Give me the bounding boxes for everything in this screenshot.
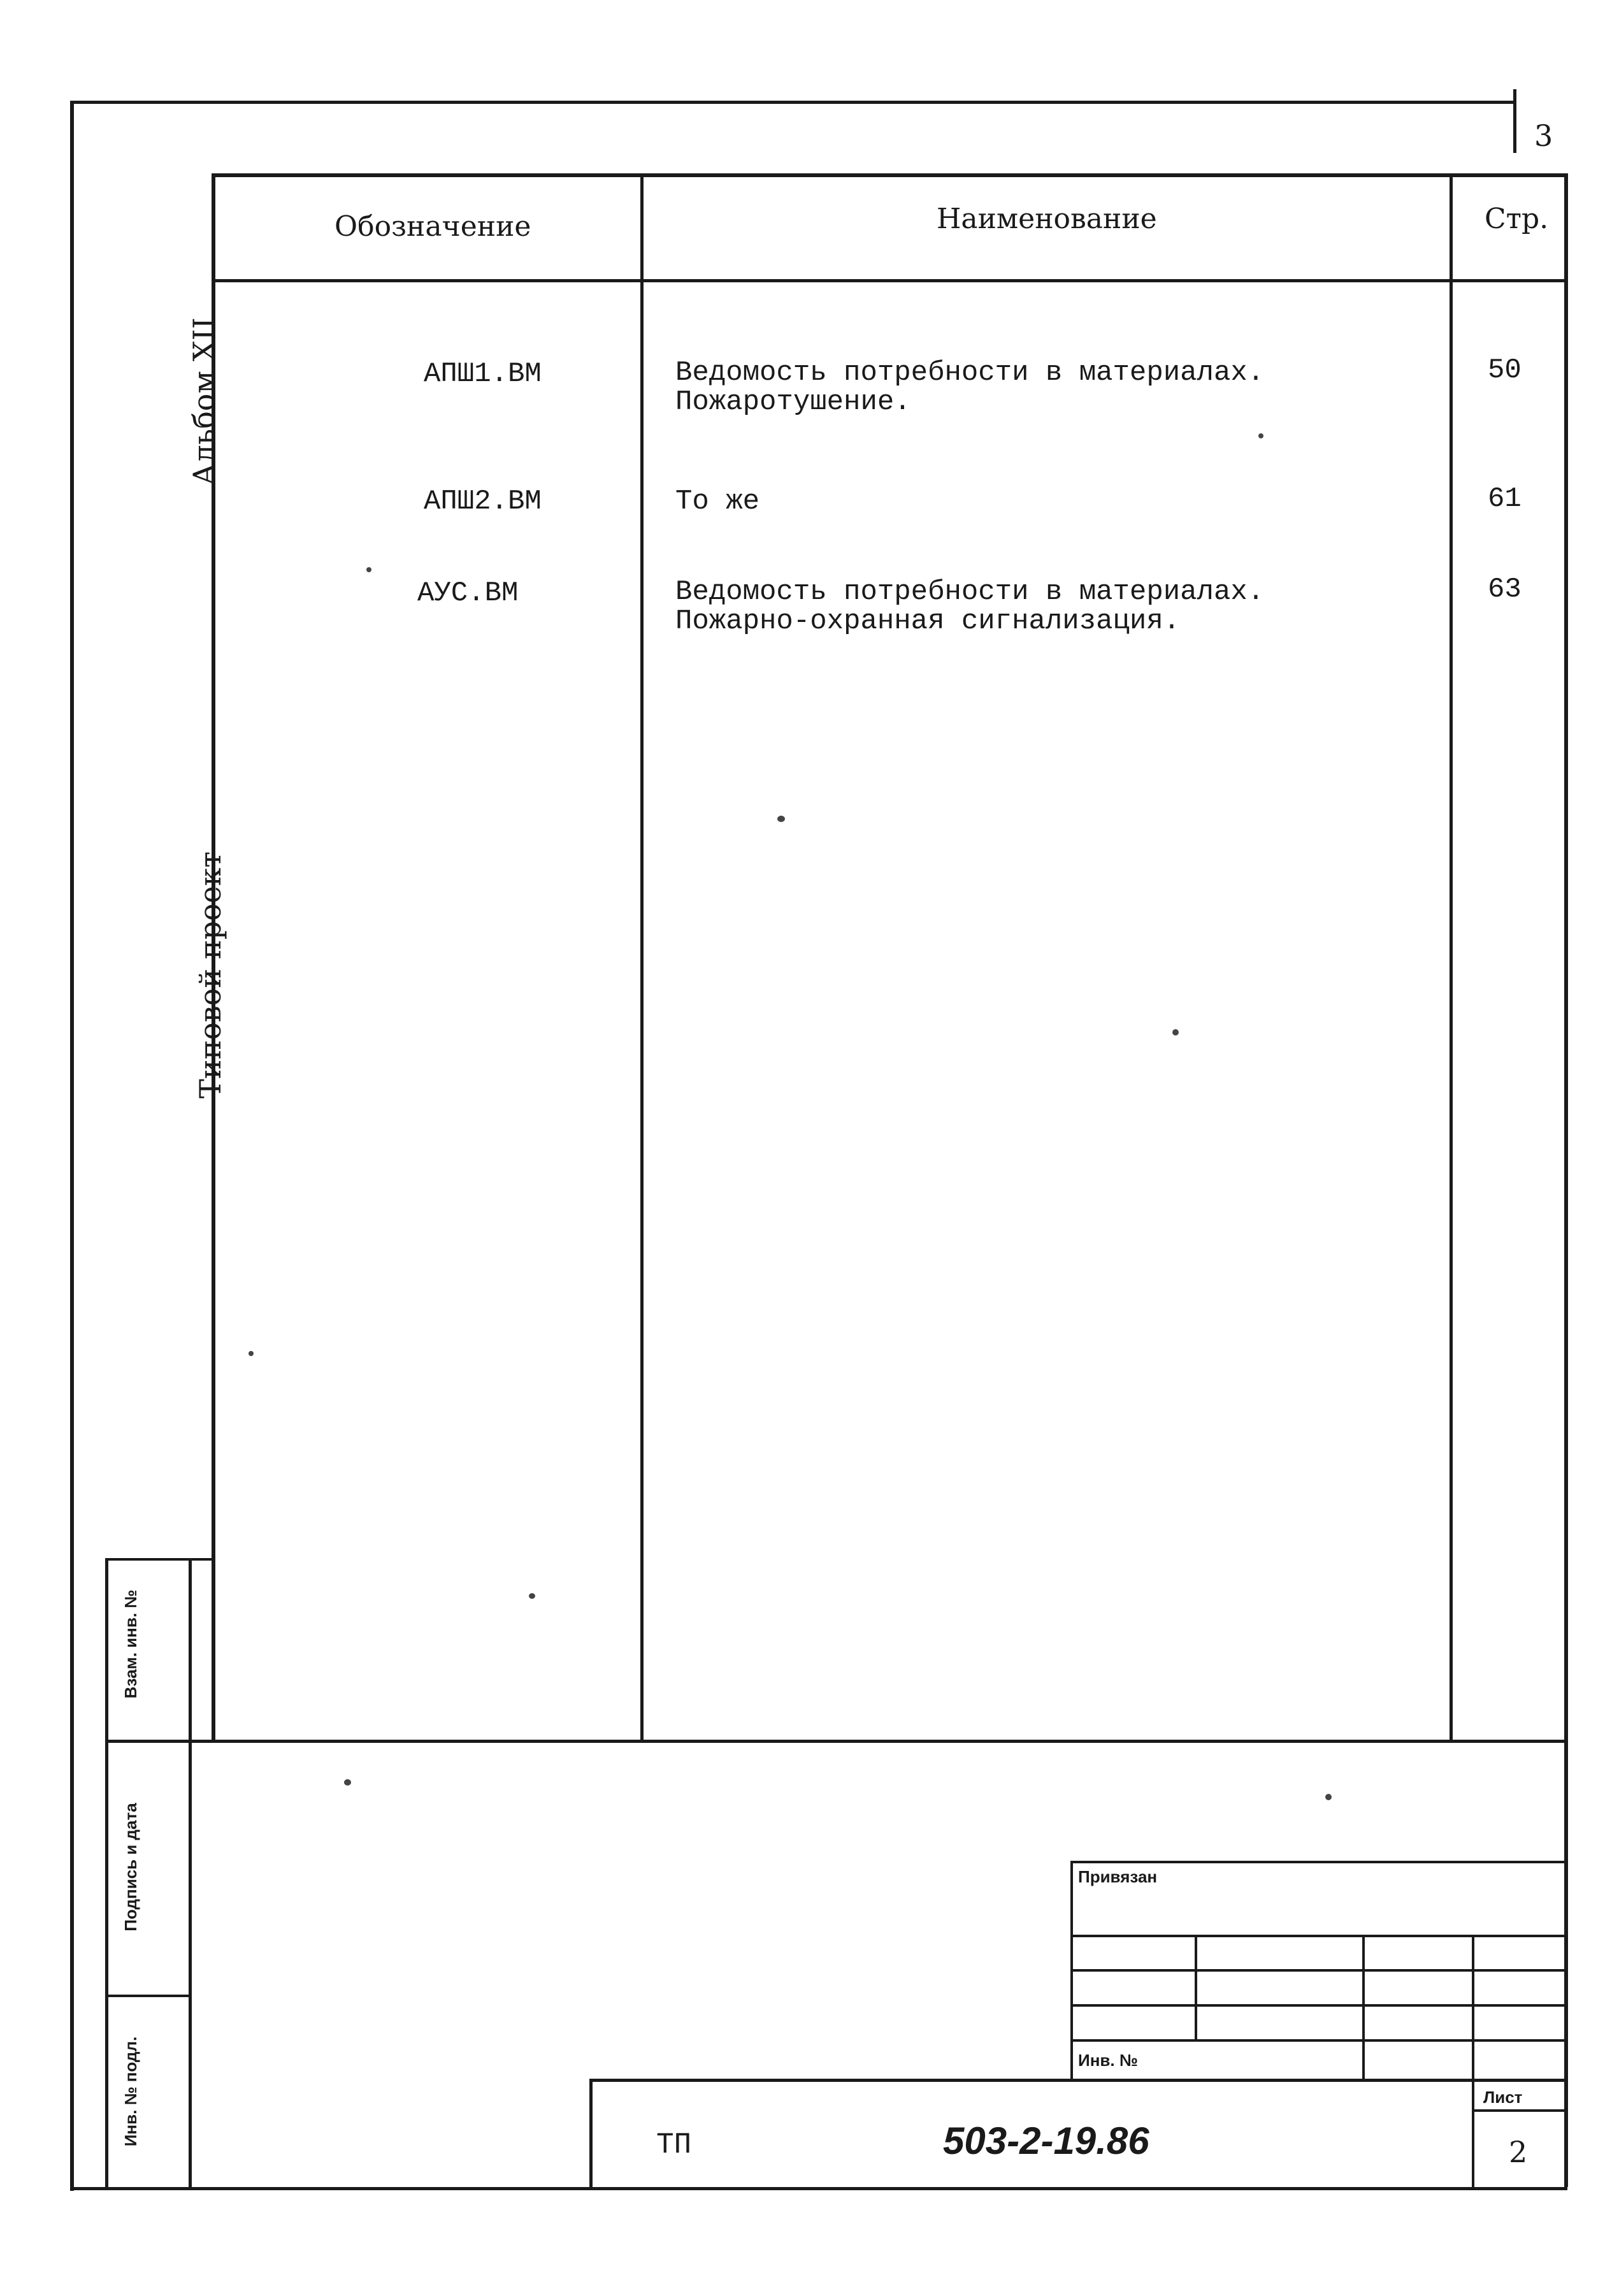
tb-row-line4	[1070, 2039, 1567, 2042]
row2-name-line1: То же	[675, 486, 760, 517]
stamp-col-left-line	[105, 1558, 108, 2189]
scan-speck	[1172, 1029, 1179, 1036]
project-label: Типовой проект	[193, 851, 227, 1099]
tb-top-line	[1070, 1861, 1567, 1863]
frame-bottom-line	[70, 2187, 1567, 2190]
scan-speck	[1258, 433, 1263, 438]
frame-top-line	[70, 101, 1513, 104]
scan-speck	[248, 1351, 254, 1356]
scan-speck	[344, 1779, 351, 1786]
frame-top-right-tick	[1513, 89, 1516, 153]
inv-no-label: Инв. №	[1078, 2051, 1138, 2070]
sheet-number: 2	[1509, 2135, 1528, 2169]
podpis-data-cell: Подпись и дата	[121, 1803, 140, 1931]
frame-left-line	[70, 101, 74, 2191]
inv-podl-cell: Инв. № подл.	[121, 2036, 140, 2147]
header-name: Наименование	[937, 203, 1157, 235]
album-label: Альбом XII	[187, 317, 221, 486]
row1-page: 50	[1488, 354, 1522, 386]
tb-row-line2	[1070, 1969, 1567, 1972]
header-page: Стр.	[1485, 203, 1549, 235]
table-top-line	[213, 173, 1567, 177]
row3-name-line1: Ведомость потребности в материалах.	[675, 576, 1265, 608]
stamp-col-sep1	[105, 1740, 1567, 1743]
tb-row-line3	[1070, 2004, 1567, 2007]
tb-col-line1	[1195, 1935, 1197, 2039]
row2-page: 61	[1488, 483, 1522, 515]
row3-name-line2: Пожарно-охранная сигнализация.	[675, 605, 1181, 637]
scan-speck	[1325, 1794, 1332, 1800]
page-number: 3	[1534, 119, 1553, 153]
tb-prefix: ТП	[656, 2128, 692, 2162]
scan-speck	[366, 567, 371, 572]
tb-col-line2	[1362, 1935, 1365, 2081]
row1-designation: АПШ1.ВМ	[424, 358, 542, 390]
stamp-col-inner-line	[189, 1558, 192, 2189]
row3-page: 63	[1488, 574, 1522, 605]
table-divider-page	[1450, 173, 1453, 1741]
row3-designation: АУС.ВМ	[417, 577, 519, 609]
tb-doc-code: 503-2-19.86	[943, 2119, 1149, 2162]
row2-designation: АПШ2.ВМ	[424, 486, 542, 517]
scan-speck	[777, 816, 785, 822]
sheet-label: Лист	[1483, 2088, 1523, 2107]
table-header-bottom-line	[213, 279, 1567, 282]
tb-main-top-line	[589, 2079, 1567, 2082]
tb-sheet-sep	[1472, 2109, 1567, 2112]
tb-row-line1	[1070, 1935, 1567, 1937]
table-right-line	[1564, 173, 1568, 2187]
table-divider-designation	[640, 173, 644, 1741]
tb-col-line3	[1472, 1935, 1474, 2190]
stamp-col-sep2	[105, 1995, 191, 1997]
tb-main-left-line	[589, 2079, 593, 2188]
header-designation: Обозначение	[335, 210, 531, 243]
vzam-inv-cell: Взам. инв. №	[121, 1589, 140, 1699]
stamp-col-top-line	[105, 1558, 213, 1561]
scan-speck	[529, 1593, 535, 1599]
row1-name-line1: Ведомость потребности в материалах.	[675, 357, 1265, 389]
row1-name-line2: Пожаротушение.	[675, 386, 911, 418]
privyazan-label: Привязан	[1078, 1867, 1158, 1886]
